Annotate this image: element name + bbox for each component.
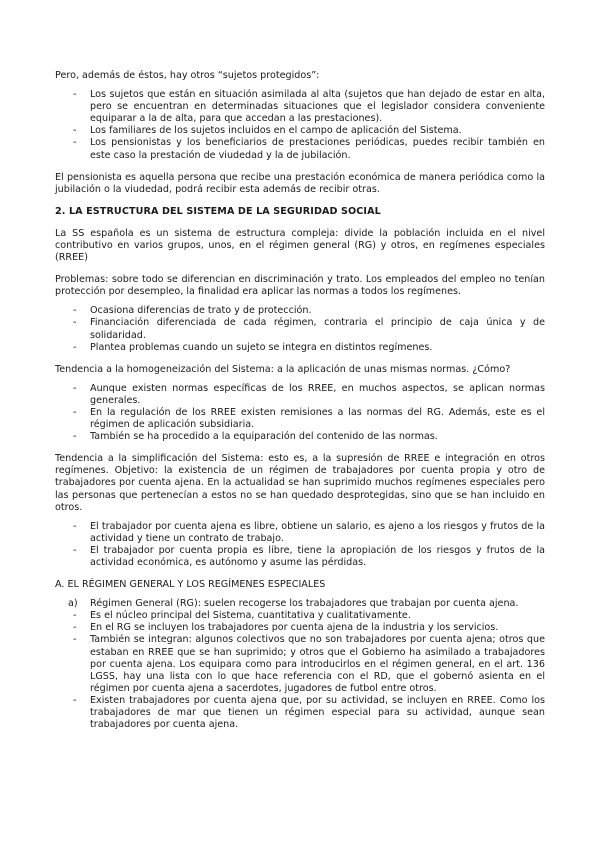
bullet-marker: - [73, 137, 77, 149]
problemas-list [55, 305, 545, 353]
simplificacion-list [55, 521, 545, 569]
list-item: - Financiación diferenciada de cada régimen, contraria el principio de caja única y de solidaridad. [73, 317, 545, 341]
bullet-marker: - [73, 544, 77, 556]
list-item: - En la regulación de los RREE existen remisiones a las normas del RG. Además, este es el régimen de aplicación subsidiaria. [73, 406, 545, 431]
list-item: - Plantea problemas cuando un sujeto se integra en distintos regímenes. [73, 341, 433, 353]
bullet-marker: - [73, 634, 77, 646]
list-item: - El trabajador por cuenta propia es libre, tiene la apropiación de los riesgos y frutos de la actividad económica, es autónomo y asume las pérdidas. [73, 544, 545, 568]
bullet-marker: - [73, 341, 77, 353]
list-item: a) Régimen General (RG): suelen recogerse los trabajadores que trabajan por cuenta ajena. [68, 598, 519, 610]
list-item: - Es el núcleo principal del Sistema, cuantitativa y cualitativamente. [73, 610, 411, 622]
bullet-marker: - [73, 317, 77, 329]
ss-paragraph: La SS española es un sistema de estructura compleja: divide la población incluida en el nivel contributivo en varios grupos, unos, en el régimen general (RG) y otros, en regímenes especiales (RREE) [55, 227, 545, 264]
list-letter-marker: a) [68, 598, 78, 610]
regimen-list [55, 598, 545, 731]
homogeneizacion-paragraph: Tendencia a la homogeneización del Sistema: a la aplicación de unas mismas normas. ¿Cómo? [55, 363, 511, 375]
pensionista-paragraph: El pensionista es aquella persona que recibe una prestación económica de manera periódica como la jubilación o la viudedad, podrá recibir esta además de recibir otras. [55, 171, 545, 195]
intro-list [55, 89, 545, 162]
list-item: - En el RG se incluyen los trabajadores por cuenta ajena de la industria y los servicios. [73, 622, 499, 634]
bullet-marker: - [73, 89, 77, 101]
bullet-marker: - [73, 431, 77, 443]
bullet-marker: - [73, 694, 77, 706]
bullet-marker: - [73, 305, 77, 317]
bullet-marker: - [73, 125, 77, 137]
list-item: - El trabajador por cuenta ajena es libre, obtiene un salario, es ajeno a los riesgos y frutos de la actividad y tiene un contrato de trabajo. [73, 520, 545, 544]
list-item: - También se ha procedido a la equiparación del contenido de las normas. [73, 431, 438, 443]
list-item: - Los familiares de los sujetos incluidos en el campo de aplicación del Sistema. [73, 125, 462, 137]
homogeneizacion-list [55, 383, 545, 443]
list-item: - Aunque existen normas específicas de los RREE, en muchos aspectos, se aplican normas generales. [73, 382, 545, 406]
document-page [55, 70, 545, 731]
subsection-heading: A. EL RÉGIMEN GENERAL Y LOS REGÍMENES ESPECIALES [55, 579, 326, 591]
list-item: - También se integran: algunos colectivos que no son trabajadores por cuenta ajena; otros que estaban en RREE que se han suprimido; y otros que el Gobierno ha asimilado a trabajadores por cuenta ajena. Los equipara como para introducirlos en el régimen general, en el art. 136 LGSS, hay una lista con lo que hace referencia con el RD, que el gobernó asienta en el régimen por cuenta ajena a sacerdotes, jugadores de futbol entre otros. [73, 634, 545, 694]
bullet-marker: - [73, 406, 77, 418]
bullet-marker: - [73, 382, 77, 394]
list-item: - Los pensionistas y los beneficiarios de prestaciones periódicas, puedes recibir también en este caso la prestación de viudedad y la de jubilación. [73, 137, 545, 161]
section-heading: 2. LA ESTRUCTURA DEL SISTEMA DE LA SEGURIDAD SOCIAL [55, 205, 381, 217]
bullet-marker: - [73, 520, 77, 532]
bullet-marker: - [73, 622, 77, 634]
list-item: - Ocasiona diferencias de trato y de protección. [73, 305, 312, 317]
simplificacion-paragraph: Tendencia a la simplificación del Sistema: esto es, a la supresión de RREE e integración en otros regímenes. Objetivo: la existencia de un régimen de trabajadores por cuenta propia y otro de trabajadores por cuenta ajena. En la actualidad se han suprimido muchos regímenes especiales pero las personas que pertenecían a estos no se han quedado desprotegidas, sino que se han incluido en otros. [55, 453, 545, 513]
list-item: - Los sujetos que están en situación asimilada al alta (sujetos que han dejado de estar en alta, pero se encuentran en determinadas situaciones que el legislador considera conveniente equiparar a la de alta, para que accedan a las prestaciones). [73, 89, 545, 125]
problemas-paragraph: Problemas: sobre todo se diferencian en discriminación y trato. Los empleados del empleo no tenían protección por desempleo, la finalidad era aplicar las normas a todos los regímenes. [55, 274, 545, 298]
intro-paragraph: Pero, además de éstos, hay otros “sujetos protegidos”: [55, 70, 320, 81]
list-item: - Existen trabajadores por cuenta ajena que, por su actividad, se incluyen en RREE. Como los trabajadores de mar que tienen un régimen especial para su actividad, aunque sean trabajadores por cuenta ajena. [73, 694, 545, 731]
bullet-marker: - [73, 610, 77, 622]
